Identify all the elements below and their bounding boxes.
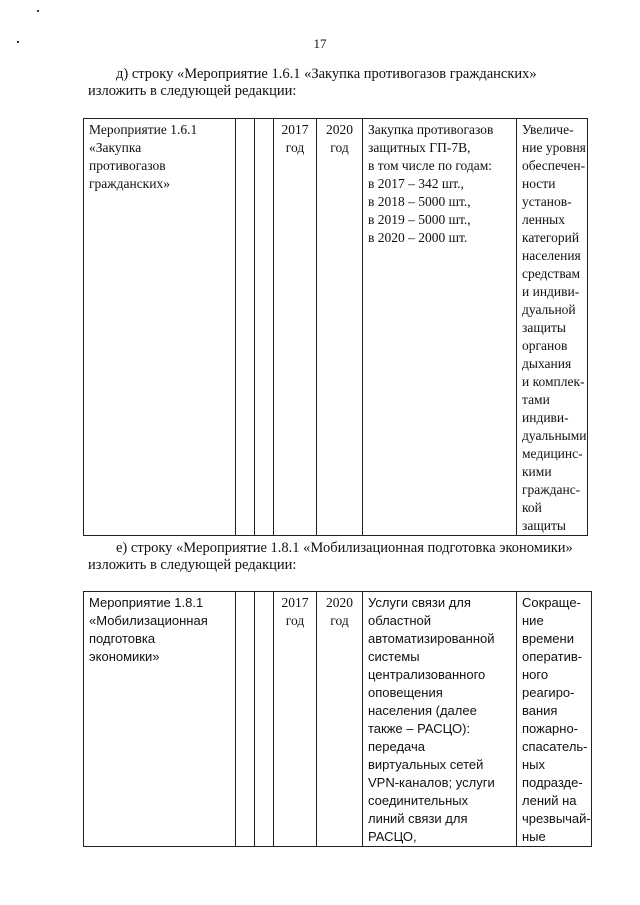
result-line: кой: [522, 500, 542, 515]
result-line: спасатель-: [522, 739, 588, 754]
section-e-paragraph: [88, 540, 608, 574]
year-start-unit: год: [285, 140, 305, 155]
result-line: ные: [522, 829, 546, 844]
result-line: Увеличе-: [522, 122, 574, 137]
description-line: в 2020 – 2000 шт.: [368, 230, 468, 245]
section-d-line2: изложить в следующей редакции:: [88, 83, 297, 99]
result-line: медицинс-: [522, 446, 583, 461]
description-line: в 2018 – 5000 шт.,: [368, 194, 471, 209]
section-e-line2: изложить в следующей редакции:: [88, 557, 297, 573]
measure-table-1-8-1: [83, 591, 592, 847]
result-line: тами: [522, 392, 550, 407]
year-start-cell: [274, 592, 317, 847]
year-start-cell: [274, 119, 317, 536]
result-line: ние уровня: [522, 140, 586, 155]
description-line: населения (далее: [368, 703, 477, 718]
measure-name-line: Мероприятие 1.6.1: [89, 122, 198, 137]
measure-name-cell: [84, 119, 236, 536]
result-line: Сокраще-: [522, 595, 581, 610]
result-line: защиты: [522, 518, 566, 533]
result-line: реагиро-: [522, 685, 575, 700]
result-line: времени: [522, 631, 574, 646]
description-cell: [363, 119, 517, 536]
year-start-unit: год: [285, 613, 305, 628]
measure-table-1-6-1: [83, 118, 588, 536]
description-line: передача: [368, 739, 425, 754]
result-line: оператив-: [522, 649, 583, 664]
description-line: VPN-каналов; услуги: [368, 775, 495, 790]
description-line: также – РАСЦО):: [368, 721, 471, 736]
result-line: категорий: [522, 230, 580, 245]
result-line: дуальной: [522, 302, 576, 317]
result-line: дыхания: [522, 356, 572, 371]
description-line: оповещения: [368, 685, 443, 700]
measure-name-line: «Закупка: [89, 140, 142, 155]
measure-name-line: Мероприятие 1.8.1: [89, 595, 204, 610]
description-line: областной: [368, 613, 432, 628]
year-end-unit: год: [330, 140, 349, 155]
result-line: чрезвычай-: [522, 811, 591, 826]
year-end-cell: [317, 592, 363, 847]
result-line: ности: [522, 176, 556, 191]
result-line: средствам: [522, 266, 581, 281]
year-end-unit: год: [330, 613, 349, 628]
table-row: [84, 119, 588, 536]
result-cell: [517, 119, 588, 536]
section-e-line1: е) строку «Мероприятие 1.8.1 «Мобилизационная подготовка экономики»: [116, 540, 573, 556]
description-line: в 2019 – 5000 шт.,: [368, 212, 471, 227]
result-line: индиви-: [522, 410, 569, 425]
result-line: населения: [522, 248, 581, 263]
measure-name-line: противогазов: [89, 158, 166, 173]
empty-cell: [236, 119, 255, 536]
description-line: в том числе по годам:: [368, 158, 493, 173]
measure-name-line: подготовка: [89, 631, 156, 646]
result-line: органов: [522, 338, 568, 353]
year-start-value: 2017: [281, 122, 309, 137]
page-number: 17: [313, 36, 327, 51]
description-line: системы: [368, 649, 420, 664]
result-line: защиты: [522, 320, 566, 335]
measure-name-line: гражданских»: [89, 176, 170, 191]
scan-speck: [37, 10, 39, 12]
description-line: виртуальных сетей: [368, 757, 484, 772]
result-line: ние: [522, 613, 544, 628]
description-line: Закупка противогазов: [368, 122, 494, 137]
result-line: подразде-: [522, 775, 583, 790]
table-row: [84, 592, 592, 847]
description-cell: [363, 592, 517, 847]
measure-name-line: экономики»: [89, 649, 160, 664]
year-end-cell: [317, 119, 363, 536]
result-line: ного: [522, 667, 549, 682]
result-line: гражданс-: [522, 482, 581, 497]
result-line: ленных: [522, 212, 565, 227]
result-line: обеспечен-: [522, 158, 586, 173]
empty-cell: [255, 119, 274, 536]
section-d-line1: д) строку «Мероприятие 1.6.1 «Закупка противогазов гражданских»: [116, 66, 537, 82]
description-line: линий связи для: [368, 811, 468, 826]
result-line: вания: [522, 703, 558, 718]
measure-name-cell: [84, 592, 236, 847]
measure-name-line: «Мобилизационная: [89, 613, 208, 628]
description-line: централизованного: [368, 667, 486, 682]
result-line: кими: [522, 464, 552, 479]
result-line: установ-: [522, 194, 572, 209]
year-end-value: 2020: [326, 122, 353, 137]
section-d-paragraph: [88, 66, 608, 100]
result-cell: [517, 592, 592, 847]
result-line: лений на: [522, 793, 577, 808]
result-line: и индиви-: [522, 284, 580, 299]
empty-cell: [236, 592, 255, 847]
year-start-value: 2017: [281, 595, 309, 610]
year-end-value: 2020: [326, 595, 353, 610]
result-line: ных: [522, 757, 546, 772]
description-line: соединительных: [368, 793, 469, 808]
result-line: пожарно-: [522, 721, 579, 736]
description-line: защитных ГП-7В,: [368, 140, 471, 155]
description-line: в 2017 – 342 шт.,: [368, 176, 464, 191]
description-line: РАСЦО,: [368, 829, 417, 844]
result-line: и комплек-: [522, 374, 585, 389]
description-line: Услуги связи для: [368, 595, 471, 610]
description-line: автоматизированной: [368, 631, 495, 646]
empty-cell: [255, 592, 274, 847]
result-line: дуальными: [522, 428, 587, 443]
